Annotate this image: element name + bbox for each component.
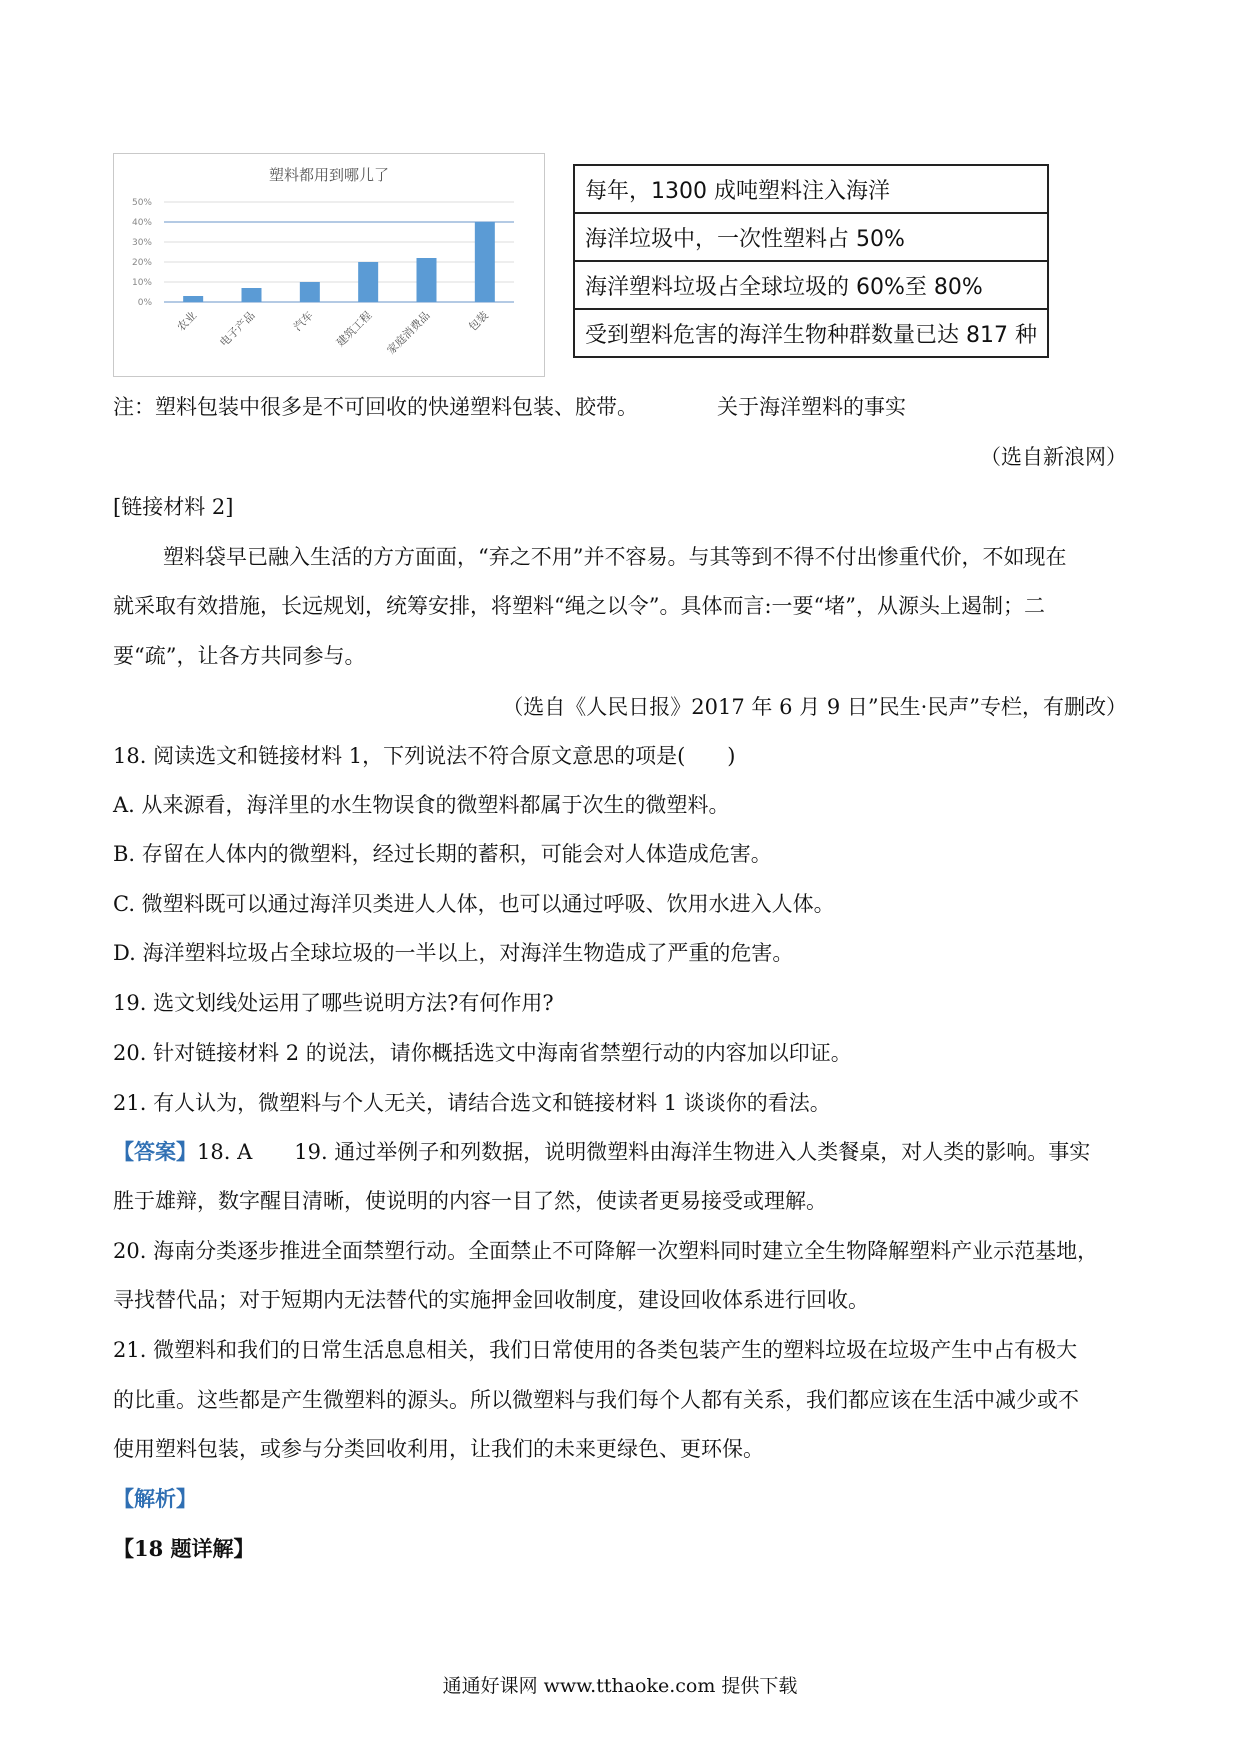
facts-cell: 受到塑料危害的海洋生物种群数量已达 817 种 <box>574 309 1048 357</box>
chart-title: 塑料都用到哪儿了 <box>268 166 390 184</box>
facts-cell: 每年，1300 成吨塑料注入海洋 <box>574 165 1048 213</box>
analysis-label: 【解析】 <box>113 1486 197 1511</box>
option-b: B. 存留在人体内的微塑料，经过长期的蓄积，可能会对人体造成危害。 <box>113 842 772 866</box>
footer: 通通好课网 www.tthaoke.com 提供下载 <box>442 1675 798 1697</box>
chart-svg <box>114 154 544 376</box>
x-tick-label: 农业 <box>174 308 200 334</box>
bar-chart <box>113 153 545 377</box>
bar <box>242 288 262 302</box>
question-18: 18. 阅读选文和链接材料 1，下列说法不符合原文意思的项是( ) <box>113 744 736 768</box>
answer-label: 【答案】 <box>113 1139 197 1164</box>
answer-text: 18. A 19. 通过举例子和列数据，说明微塑料由海洋生物进入人类餐桌，对人类的影响。事实 <box>197 1140 1091 1164</box>
facts-cell: 海洋塑料垃圾占全球垃圾的 60%至 80% <box>574 261 1048 309</box>
y-tick-label: 10% <box>131 278 152 288</box>
answer-line: 胜于雄辩，数字醒目清晰，使说明的内容一目了然，使读者更易接受或理解。 <box>113 1189 827 1213</box>
x-tick-label: 建筑工程 <box>333 308 375 350</box>
y-tick-label: 40% <box>131 218 152 228</box>
x-tick-label: 家庭消费品 <box>384 308 433 358</box>
facts-row <box>574 309 1048 357</box>
question-20: 20. 针对链接材料 2 的说法，请你概括选文中海南省禁塑行动的内容加以印证。 <box>113 1041 852 1065</box>
link2-paragraph-line: 塑料袋早已融入生活的方方面面，“弃之不用”并不容易。与其等到不得不付出惨重代价，不如现在 <box>163 545 1067 569</box>
x-tick-label: 汽车 <box>291 308 316 334</box>
source-sina: （选自新浪网） <box>980 445 1127 469</box>
y-tick-label: 0% <box>137 298 152 308</box>
link2-paragraph-line: 要“疏”，让各方共同参与。 <box>113 644 366 668</box>
link2-paragraph-line: 就采取有效措施，长远规划，统筹安排，将塑料“绳之以令”。具体而言:一要“堵”，从源头上遏制；二 <box>113 594 1046 618</box>
facts-row <box>574 165 1048 213</box>
bar <box>300 282 320 302</box>
answer-line: 使用塑料包装，或参与分类回收利用，让我们的未来更绿色、更环保。 <box>113 1437 764 1461</box>
source-renmin: （选自《人民日报》2017 年 6 月 9 日”民生·民声”专栏，有删改） <box>502 695 1127 719</box>
detail-18-heading: 【18 题详解】 <box>113 1536 255 1561</box>
option-a: A. 从来源看，海洋里的水生物误食的微塑料都属于次生的微塑料。 <box>113 793 730 817</box>
answer-line: 寻找替代品；对于短期内无法替代的实施押金回收制度，建设回收体系进行回收。 <box>113 1288 869 1312</box>
y-tick-label: 20% <box>131 258 152 268</box>
bar <box>183 296 203 302</box>
answer-line: 20. 海南分类逐步推进全面禁塑行动。全面禁止不可降解一次塑料同时建立全生物降解塑料产业示范基地， <box>113 1239 1099 1263</box>
facts-table <box>573 164 1049 358</box>
option-c: C. 微塑料既可以通过海洋贝类进人人体，也可以通过呼吸、饮用水进入人体。 <box>113 892 835 916</box>
bar <box>417 258 437 302</box>
link2-heading: [链接材料 2] <box>113 495 234 519</box>
question-21: 21. 有人认为，微塑料与个人无关，请结合选文和链接材料 1 谈谈你的看法。 <box>113 1091 831 1115</box>
x-tick-label: 包装 <box>466 308 491 334</box>
y-tick-label: 30% <box>131 238 152 248</box>
facts-cell: 海洋垃圾中，一次性塑料占 50% <box>574 213 1048 261</box>
table-caption: 关于海洋塑料的事实 <box>717 395 906 419</box>
answer-line: 21. 微塑料和我们的日常生活息息相关，我们日常使用的各类包装产生的塑料垃圾在垃圾产生中占有极大 <box>113 1338 1078 1362</box>
bar <box>475 222 495 302</box>
answer-line: 的比重。这些都是产生微塑料的源头。所以微塑料与我们每个人都有关系，我们都应该在生活中减少或不 <box>113 1388 1079 1412</box>
bar <box>358 262 378 302</box>
x-tick-label: 电子产品 <box>217 308 258 350</box>
question-19: 19. 选文划线处运用了哪些说明方法?有何作用? <box>113 991 554 1015</box>
facts-row <box>574 261 1048 309</box>
y-tick-label: 50% <box>131 198 152 208</box>
answer-line <box>113 1137 1090 1167</box>
option-d: D. 海洋塑料垃圾占全球垃圾的一半以上，对海洋生物造成了严重的危害。 <box>113 941 794 965</box>
chart-note: 注：塑料包装中很多是不可回收的快递塑料包装、胶带。 <box>113 395 638 419</box>
facts-row <box>574 213 1048 261</box>
